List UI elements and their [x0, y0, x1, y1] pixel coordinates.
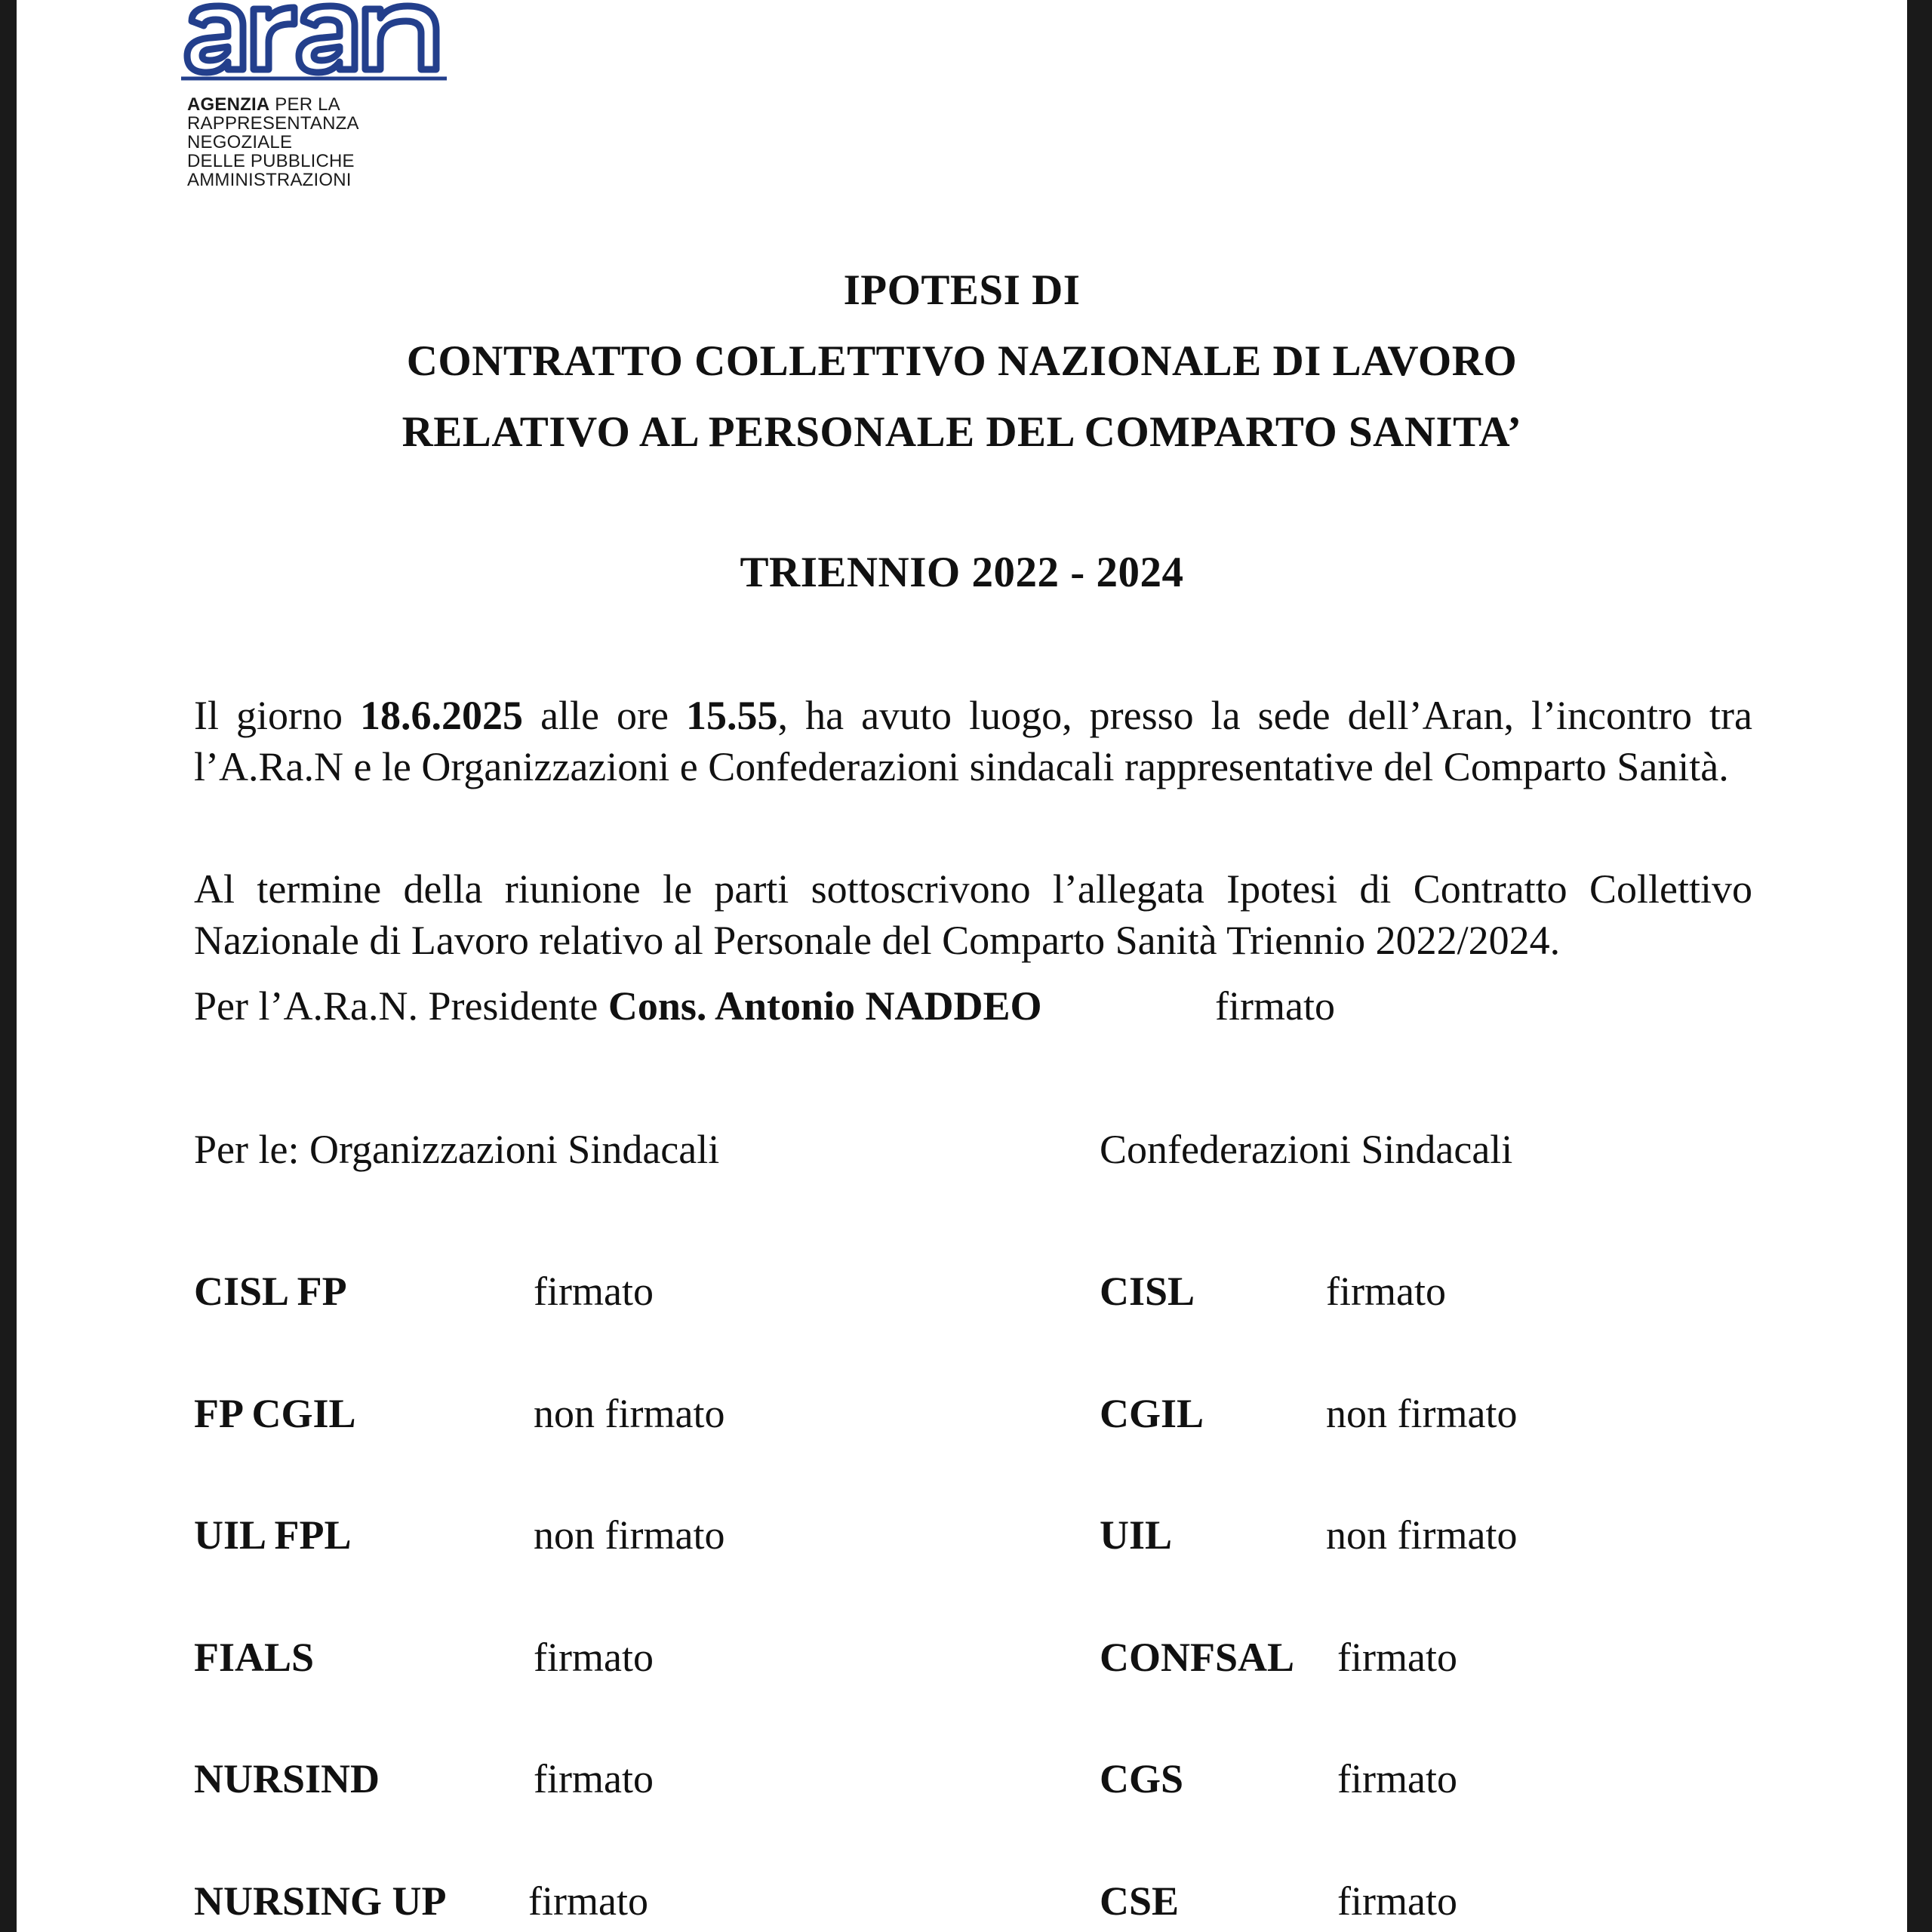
logo-caption-line-3: NEGOZIALE — [187, 132, 293, 152]
logo-caption-line-2: RAPPRESENTANZA — [187, 113, 359, 134]
organization-status: non firmato — [534, 1391, 725, 1436]
organization-status: firmato — [528, 1878, 648, 1924]
title-line-3: RELATIVO AL PERSONALE DEL COMPARTO SANITA’ — [401, 408, 1522, 456]
confederation-status: firmato — [1337, 1756, 1457, 1801]
aran-signer-status: firmato — [1215, 983, 1335, 1029]
organization-status: firmato — [534, 1635, 654, 1680]
document-page — [17, 0, 1907, 1932]
confederation-name: CGS — [1100, 1756, 1184, 1801]
confederation-name: CSE — [1100, 1878, 1180, 1924]
confederation-status: non firmato — [1326, 1512, 1518, 1558]
organization-status: firmato — [534, 1756, 654, 1801]
confederation-status: non firmato — [1326, 1391, 1518, 1436]
logo-caption-line-4: DELLE PUBBLICHE — [187, 151, 355, 171]
title-line-1: IPOTESI DI — [843, 266, 1081, 314]
confederation-name: CONFSAL — [1100, 1635, 1295, 1680]
logo-caption-line-1: AGENZIA PER LA — [187, 94, 340, 115]
organization-name: FP CGIL — [194, 1391, 356, 1436]
confederation-status: firmato — [1337, 1635, 1457, 1680]
aran-wordmark-icon — [181, 0, 447, 82]
organization-name: UIL FPL — [194, 1512, 352, 1558]
aran-logo — [175, 0, 477, 196]
logo-caption — [187, 95, 359, 189]
meeting-time: 15.55 — [686, 693, 778, 738]
aran-signer: Per l’A.Ra.N. Presidente Cons. Antonio NADDEO — [194, 983, 1042, 1029]
confederation-name: UIL — [1100, 1512, 1173, 1558]
confederation-status: firmato — [1326, 1269, 1446, 1314]
meeting-paragraph: Il giorno 18.6.2025 alle ore 15.55, ha avuto luogo, presso la sede dell’Aran, l’incontro tra l’A.Ra.N e le Organizzazioni e Confederazioni sindacali rappresentative del Comparto Sanità. — [194, 693, 1752, 789]
organization-name: FIALS — [194, 1635, 315, 1680]
organization-name: CISL FP — [194, 1269, 347, 1314]
organization-name: NURSIND — [194, 1756, 380, 1801]
confederation-name: CISL — [1100, 1269, 1195, 1314]
organizations-header: Per le: Organizzazioni Sindacali — [194, 1127, 720, 1172]
title-triennio: TRIENNIO 2022 - 2024 — [740, 549, 1184, 596]
confederations-header: Confederazioni Sindacali — [1100, 1127, 1513, 1172]
organization-name: NURSING UP — [194, 1878, 447, 1924]
meeting-date: 18.6.2025 — [360, 693, 524, 738]
confederation-name: CGIL — [1100, 1391, 1204, 1436]
signer-name: Cons. Antonio NADDEO — [608, 983, 1042, 1029]
logo-caption-line-5: AMMINISTRAZIONI — [187, 170, 352, 190]
title-line-2: CONTRATTO COLLETTIVO NAZIONALE DI LAVORO — [406, 337, 1518, 385]
signing-paragraph: Al termine della riunione le parti sottoscrivono l’allegata Ipotesi di Contratto Collettivo Nazionale di Lavoro relativo al Personale del Comparto Sanità Triennio 2022/2024. — [194, 866, 1752, 963]
organization-status: firmato — [534, 1269, 654, 1314]
confederation-status: firmato — [1337, 1878, 1457, 1924]
organization-status: non firmato — [534, 1512, 725, 1558]
